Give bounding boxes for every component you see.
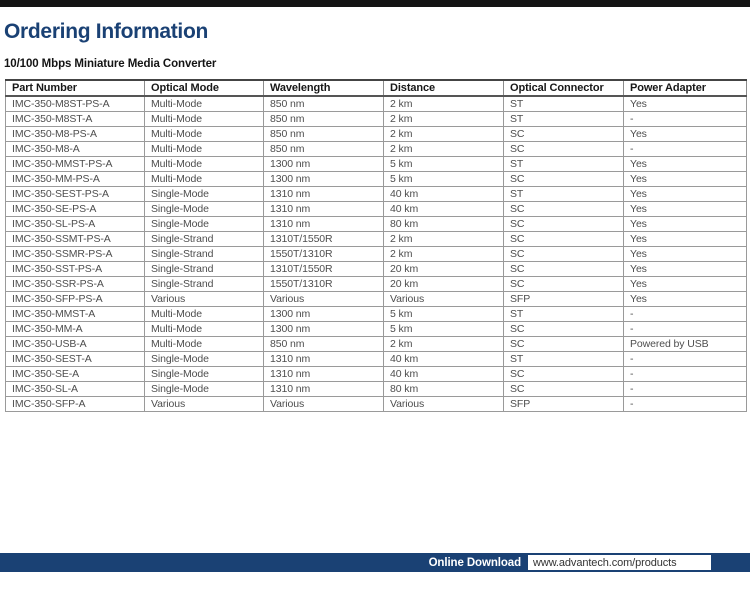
table-cell: Multi-Mode <box>145 171 264 186</box>
table-cell: IMC-350-SFP-A <box>6 396 145 411</box>
table-cell: IMC-350-SST-PS-A <box>6 261 145 276</box>
table-row <box>6 261 747 276</box>
table-cell: Multi-Mode <box>145 126 264 141</box>
table-cell: 1310 nm <box>264 351 384 366</box>
table-cell: ST <box>504 111 624 126</box>
table-cell: Yes <box>624 186 747 201</box>
table-row <box>6 381 747 396</box>
table-cell: Various <box>145 396 264 411</box>
column-header-optical-mode: Optical Mode <box>145 80 264 96</box>
top-black-bar <box>0 0 750 7</box>
table-cell: Single-Mode <box>145 216 264 231</box>
column-header-optical-connector: Optical Connector <box>504 80 624 96</box>
table-cell: Single-Mode <box>145 381 264 396</box>
download-url[interactable]: www.advantech.com/products <box>533 556 677 569</box>
table-row <box>6 291 747 306</box>
table-cell: 850 nm <box>264 96 384 111</box>
table-row <box>6 171 747 186</box>
table-cell: 5 km <box>384 171 504 186</box>
column-header-part-number: Part Number <box>6 80 145 96</box>
table-cell: SC <box>504 366 624 381</box>
page-title: Ordering Information <box>4 20 209 43</box>
table-cell: IMC-350-USB-A <box>6 336 145 351</box>
table-cell: 1310 nm <box>264 216 384 231</box>
table-cell: Yes <box>624 291 747 306</box>
table-cell: 40 km <box>384 351 504 366</box>
table-cell: ST <box>504 186 624 201</box>
table-cell: 2 km <box>384 246 504 261</box>
table-cell: Single-Strand <box>145 261 264 276</box>
table-cell: IMC-350-SEST-A <box>6 351 145 366</box>
table-cell: ST <box>504 96 624 111</box>
table-row <box>6 336 747 351</box>
table-cell: IMC-350-MMST-PS-A <box>6 156 145 171</box>
table-header-row <box>6 80 747 96</box>
table-cell: SC <box>504 141 624 156</box>
table-cell: Multi-Mode <box>145 156 264 171</box>
table-cell: Yes <box>624 126 747 141</box>
table-cell: Single-Mode <box>145 366 264 381</box>
table-cell: SFP <box>504 291 624 306</box>
column-header-distance: Distance <box>384 80 504 96</box>
table-cell: SC <box>504 126 624 141</box>
table-cell: Multi-Mode <box>145 141 264 156</box>
table-cell: IMC-350-SL-A <box>6 381 145 396</box>
table-cell: 1550T/1310R <box>264 276 384 291</box>
table-cell: ST <box>504 351 624 366</box>
footer-right-spacer <box>711 562 750 563</box>
table-cell: 5 km <box>384 306 504 321</box>
table-cell: 1310T/1550R <box>264 231 384 246</box>
table-cell: Multi-Mode <box>145 321 264 336</box>
online-download-bar <box>0 553 750 572</box>
table-row <box>6 321 747 336</box>
table-cell: SC <box>504 261 624 276</box>
table-cell: IMC-350-M8ST-PS-A <box>6 96 145 111</box>
table-cell: Powered by USB <box>624 336 747 351</box>
table-cell: Various <box>145 291 264 306</box>
table-row <box>6 216 747 231</box>
table-cell: 40 km <box>384 366 504 381</box>
table-cell: 40 km <box>384 186 504 201</box>
table-cell: 80 km <box>384 381 504 396</box>
table-cell: 2 km <box>384 141 504 156</box>
table-cell: Single-Strand <box>145 276 264 291</box>
table-cell: IMC-350-SL-PS-A <box>6 216 145 231</box>
table-cell: SC <box>504 381 624 396</box>
table-cell: IMC-350-MMST-A <box>6 306 145 321</box>
table-cell: IMC-350-SEST-PS-A <box>6 186 145 201</box>
table-row <box>6 351 747 366</box>
table-cell: SC <box>504 336 624 351</box>
table-cell: Multi-Mode <box>145 336 264 351</box>
table-cell: - <box>624 351 747 366</box>
table-cell: Multi-Mode <box>145 111 264 126</box>
table-cell: IMC-350-M8ST-A <box>6 111 145 126</box>
table-cell: SC <box>504 216 624 231</box>
table-cell: Yes <box>624 201 747 216</box>
table-cell: 5 km <box>384 321 504 336</box>
table-cell: 1300 nm <box>264 306 384 321</box>
table-cell: 40 km <box>384 201 504 216</box>
table-cell: IMC-350-SE-A <box>6 366 145 381</box>
table-cell: IMC-350-SE-PS-A <box>6 201 145 216</box>
table-cell: - <box>624 141 747 156</box>
table-cell: Single-Mode <box>145 351 264 366</box>
table-cell: IMC-350-SSMT-PS-A <box>6 231 145 246</box>
table-cell: Yes <box>624 276 747 291</box>
table-cell: ST <box>504 156 624 171</box>
table-cell: 1300 nm <box>264 156 384 171</box>
table-cell: Yes <box>624 156 747 171</box>
table-cell: 850 nm <box>264 141 384 156</box>
table-cell: Yes <box>624 96 747 111</box>
table-cell: - <box>624 321 747 336</box>
table-cell: - <box>624 306 747 321</box>
table-cell: SC <box>504 171 624 186</box>
table-cell: SC <box>504 321 624 336</box>
table-cell: Various <box>384 396 504 411</box>
table-cell: Single-Mode <box>145 201 264 216</box>
table-cell: Multi-Mode <box>145 96 264 111</box>
table-row <box>6 111 747 126</box>
table-cell: Single-Mode <box>145 186 264 201</box>
table-cell: 2 km <box>384 96 504 111</box>
table-cell: 5 km <box>384 156 504 171</box>
table-row <box>6 276 747 291</box>
table-cell: IMC-350-SSMR-PS-A <box>6 246 145 261</box>
table-row <box>6 396 747 411</box>
table-cell: Various <box>264 396 384 411</box>
table-cell: 850 nm <box>264 111 384 126</box>
table-cell: Yes <box>624 171 747 186</box>
table-row <box>6 306 747 321</box>
ordering-information-table <box>5 79 747 412</box>
table-cell: 1310 nm <box>264 366 384 381</box>
table-row <box>6 126 747 141</box>
section-title: 10/100 Mbps Miniature Media Converter <box>4 58 217 70</box>
table-body <box>6 96 747 411</box>
table-cell: SC <box>504 231 624 246</box>
table-cell: Various <box>264 291 384 306</box>
table-row <box>6 156 747 171</box>
table-cell: 20 km <box>384 276 504 291</box>
table-cell: Single-Strand <box>145 231 264 246</box>
table-cell: 1550T/1310R <box>264 246 384 261</box>
download-url-box[interactable] <box>528 555 711 570</box>
table-cell: 850 nm <box>264 336 384 351</box>
online-download-label: Online Download <box>428 556 521 569</box>
column-header-wavelength: Wavelength <box>264 80 384 96</box>
table-cell: Yes <box>624 231 747 246</box>
table-row <box>6 141 747 156</box>
table-cell: Single-Strand <box>145 246 264 261</box>
table-cell: 1310T/1550R <box>264 261 384 276</box>
table-cell: SFP <box>504 396 624 411</box>
table-cell: 850 nm <box>264 126 384 141</box>
table-row <box>6 231 747 246</box>
table-cell: Multi-Mode <box>145 306 264 321</box>
table-cell: SC <box>504 276 624 291</box>
table-cell: 80 km <box>384 216 504 231</box>
table-cell: 2 km <box>384 336 504 351</box>
table-row <box>6 201 747 216</box>
table-cell: 1310 nm <box>264 201 384 216</box>
table-cell: 2 km <box>384 126 504 141</box>
table-cell: 2 km <box>384 231 504 246</box>
table-cell: 1300 nm <box>264 171 384 186</box>
table-row <box>6 366 747 381</box>
table-cell: - <box>624 366 747 381</box>
table-cell: 1310 nm <box>264 381 384 396</box>
table-row <box>6 96 747 111</box>
table-row <box>6 186 747 201</box>
table-cell: 2 km <box>384 111 504 126</box>
column-header-power-adapter: Power Adapter <box>624 80 747 96</box>
table-cell: IMC-350-SSR-PS-A <box>6 276 145 291</box>
table-row <box>6 246 747 261</box>
table-header <box>6 80 747 96</box>
table-cell: - <box>624 111 747 126</box>
table-cell: Yes <box>624 246 747 261</box>
table-cell: 1310 nm <box>264 186 384 201</box>
table-cell: IMC-350-MM-A <box>6 321 145 336</box>
table-cell: IMC-350-M8-PS-A <box>6 126 145 141</box>
table-cell: IMC-350-MM-PS-A <box>6 171 145 186</box>
table-cell: SC <box>504 201 624 216</box>
table-cell: Various <box>384 291 504 306</box>
table-cell: IMC-350-M8-A <box>6 141 145 156</box>
table-cell: IMC-350-SFP-PS-A <box>6 291 145 306</box>
table-cell: SC <box>504 246 624 261</box>
table-cell: 20 km <box>384 261 504 276</box>
table-cell: - <box>624 381 747 396</box>
table-cell: Yes <box>624 261 747 276</box>
table-cell: Yes <box>624 216 747 231</box>
table-cell: 1300 nm <box>264 321 384 336</box>
table-cell: - <box>624 396 747 411</box>
table-cell: ST <box>504 306 624 321</box>
